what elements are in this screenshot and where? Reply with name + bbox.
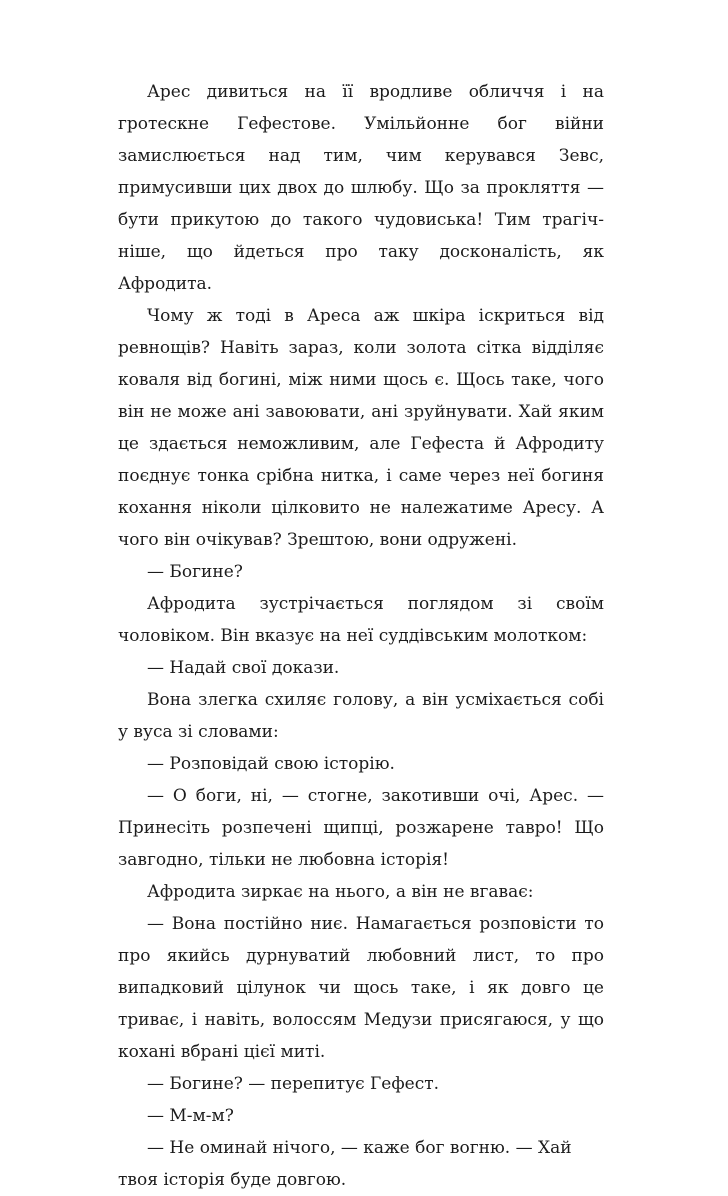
paragraph: Афродита зиркає на нього, а він не вгаває: bbox=[147, 882, 534, 902]
dialogue-line: — О боги, ні, — стогне, закотивши очі, Арес. — Принесіть розпечені щипці, розжарене тавро! Що завгодно, тільки не любовна історія! bbox=[118, 786, 604, 870]
dialogue-line: — М-м-м? bbox=[147, 1106, 234, 1126]
paragraph: Чому ж тоді в Ареса аж шкіра іскриться від ревнощів? Навіть зараз, коли золота сітка відділяє коваля від богині, між ними щось є. Щось таке, чого він не може ані завоювати, ані зруйнувати. Хай яким це здається неможливим, але Гефеста й Афродиту поєднує тонка срібна нитка, і саме через неї богиня кохання ніколи цілковито не належатиме Аресу. А чого він очікував? Зрештою, вони одружені. bbox=[118, 306, 604, 550]
dialogue-line: — Надай свої докази. bbox=[147, 658, 340, 678]
page-text bbox=[118, 76, 604, 1196]
dialogue-line: — Розповідай свою історію. bbox=[147, 754, 395, 774]
paragraph: Афродита зустрічається поглядом зі своїм чоловіком. Він вказує на неї суддівським молотком: bbox=[118, 594, 604, 646]
dialogue-line: — Вона постійно ниє. Намагається розповісти то про якийсь дурнуватий любовний лист, то про випадковий цілунок чи щось таке, і як довго це триває, і навіть, волоссям Медузи присягаюся, у що кохані вбрані цієї миті. bbox=[118, 914, 604, 1062]
dialogue-line: — Богине? — перепитує Гефест. bbox=[147, 1074, 440, 1094]
dialogue-line: — Богине? bbox=[147, 562, 243, 582]
paragraph: Арес дивиться на її вродливе обличчя і на гротескне Гефестове. Умільйонне бог війни замислюється над тим, чим керувався Зевс, примусивши цих двох до шлюбу. Що за прокляття — бути прикутою до такого чудовиська! Тим трагічніше, що йдеться про таку досконалість, як Афродита. bbox=[118, 82, 604, 294]
paragraph: Вона злегка схиляє голову, а він усміхається собі у вуса зі словами: bbox=[118, 690, 604, 742]
dialogue-line: — Не оминай нічого, — каже бог вогню. — Хай твоя історія буде довгою. bbox=[118, 1138, 572, 1190]
